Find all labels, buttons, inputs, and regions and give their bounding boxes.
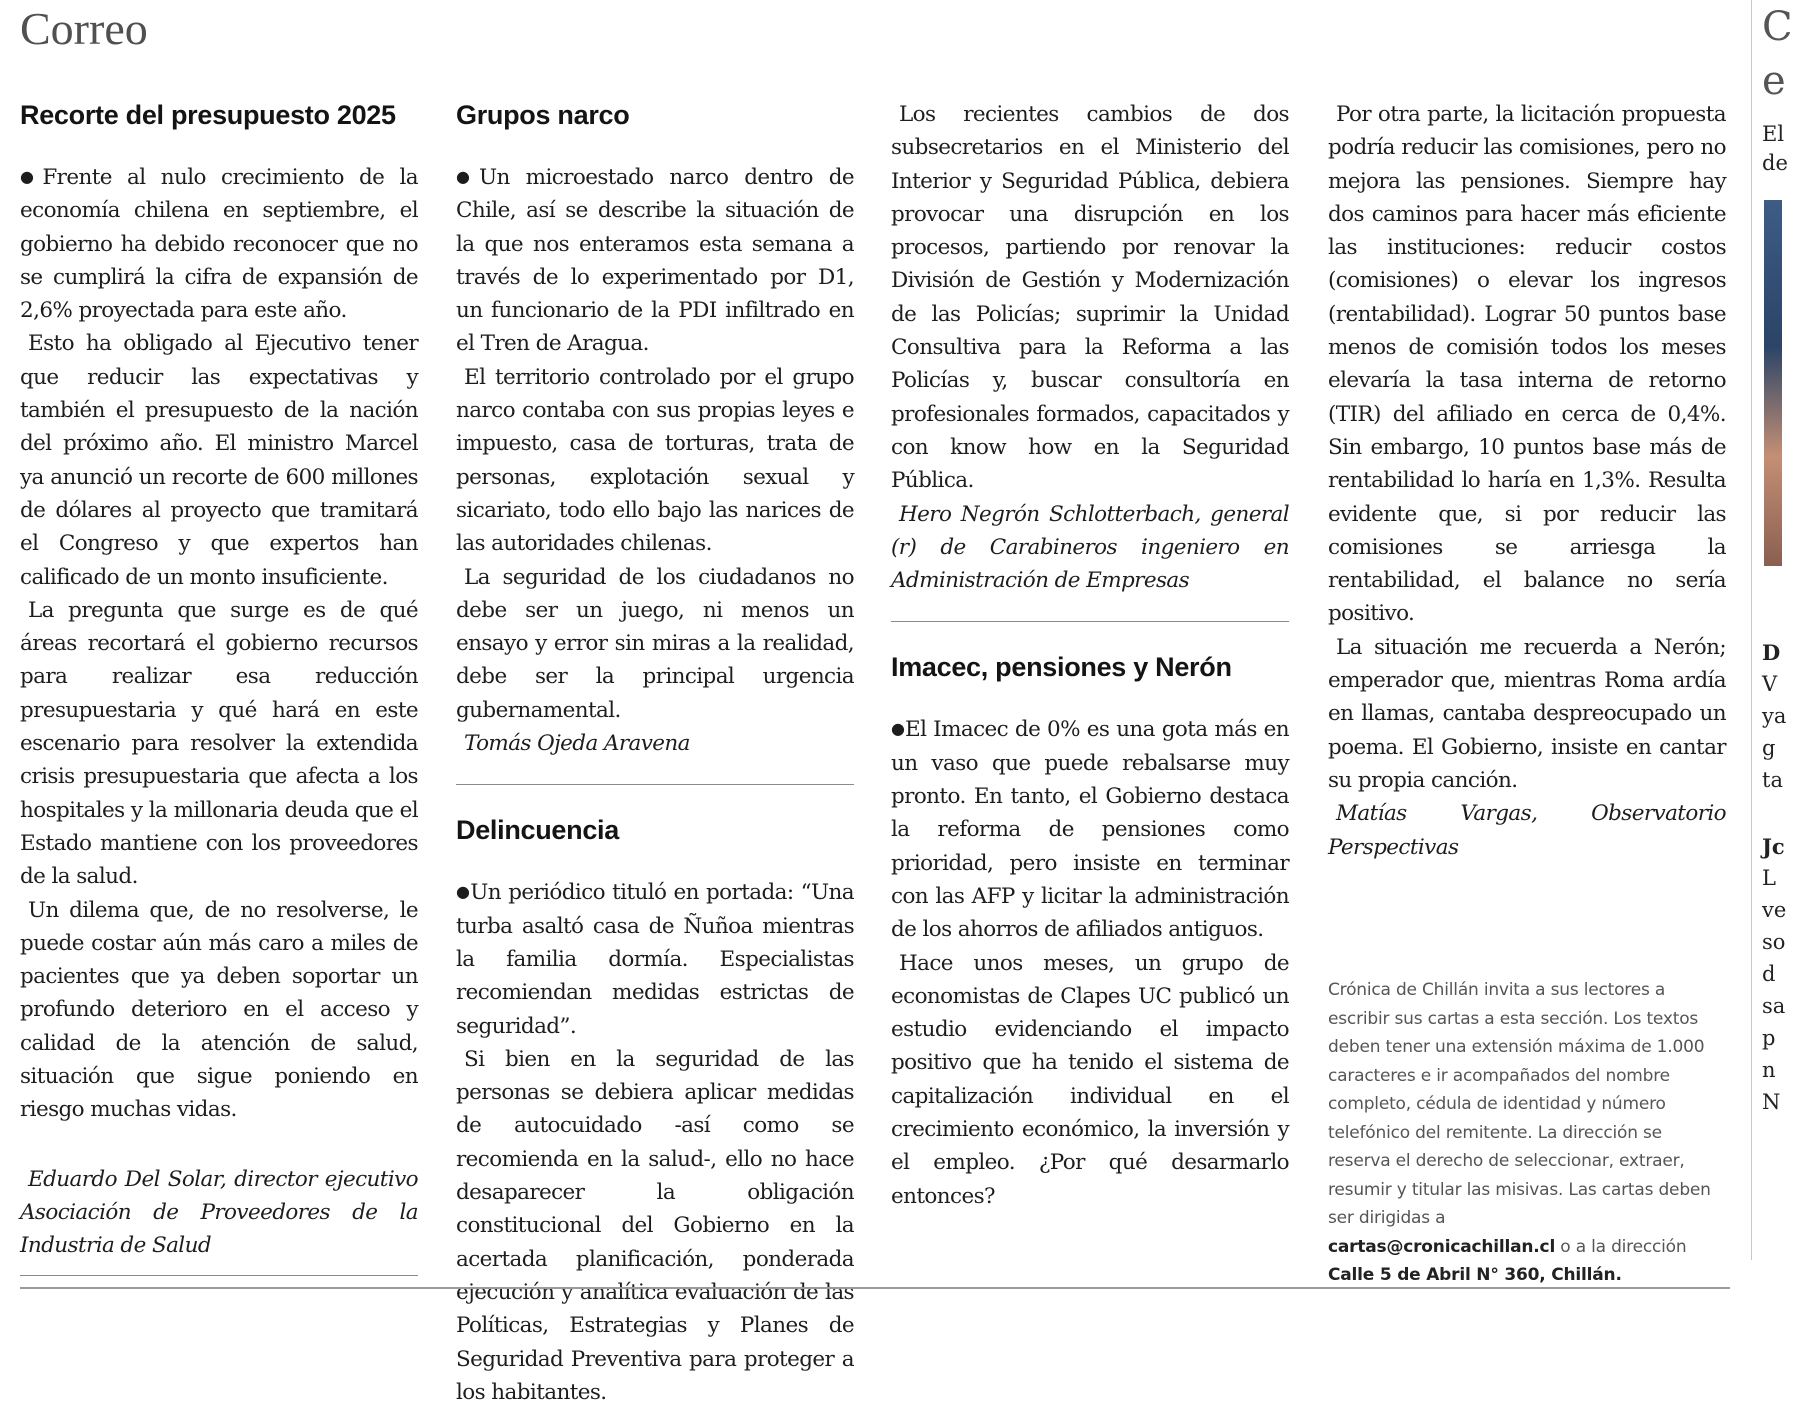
editor-note <box>1328 976 1728 1290</box>
edge-fragment: e <box>1762 58 1786 104</box>
letter-paragraph-continued: Los recientes cambios de dos subsecretarios en el Ministerio del Interior y Seguridad Pública, debiera provocar una disrupción en los procesos, partiendo por renovar la División de Gestión y Modernización de las Policías; suprimir la Unidad Consultiva para la Reforma a las Policías y, buscar consultoría en profesionales formados, capacitados y con know how en la Seguridad Pública. <box>891 102 1289 494</box>
edge-fragment: ve <box>1762 898 1787 922</box>
editor-note-connector: o a la dirección <box>1560 1236 1687 1257</box>
letter-paragraph: ●Un microestado narco dentro de Chile, así se describe la situación de la que nos enteramos esta semana a través de lo experimentado por D1, un funcionario de la PDI infiltrado en el Tren de Aragua. <box>456 165 854 357</box>
editor-note-address: Calle 5 de Abril N° 360, Chillán. <box>1328 1265 1622 1285</box>
letter-paragraph: Hace unos meses, un grupo de economistas de Clapes UC publicó un estudio evidenciando el impacto positivo que ha tenido el sistema de capitalización individual en el crecimiento económico, la inversión y el empleo. ¿Por qué desarmarlo entonces? <box>891 950 1289 1209</box>
letter-imacec <box>891 650 1289 1212</box>
column-3 <box>891 98 1289 1213</box>
edge-fragment: N <box>1762 1090 1781 1114</box>
letter-presupuesto <box>20 98 418 1263</box>
edge-fragment: sa <box>1762 994 1786 1018</box>
edge-fragment: so <box>1762 930 1786 954</box>
bottom-divider <box>20 1287 1730 1289</box>
column-divider <box>20 1275 418 1276</box>
letter-signature: Hero Negrón Schlotterbach, general (r) de Carabineros ingeniero en Administración de Empresas <box>891 501 1289 594</box>
editor-note-text: Crónica de Chillán invita a sus lectores a escribir sus cartas a esta sección. Los textos deben tener una extensión máxima de 1.000 caracteres e ir acompañados del nombre completo, cédula de identidad y número telefónico del remitente. La dirección se reserva el derecho de seleccionar, extraer, resumir y titular las misivas. Las cartas deben ser dirigidas a <box>1328 980 1711 1228</box>
letter-grupos-narco <box>456 98 854 760</box>
letter-paragraph: La situación me recuerda a Nerón; emperador que, mientras Roma ardía en llamas, cantaba despreocupado un poema. El Gobierno, insiste en cantar su propia canción. <box>1328 634 1726 793</box>
letter-title: Grupos narco <box>456 100 630 130</box>
editor-note-email[interactable]: cartas@cronicachillan.cl <box>1328 1236 1556 1257</box>
edge-fragment: g <box>1762 736 1776 760</box>
edge-fragment: d <box>1762 962 1776 986</box>
letter-paragraph: ●Un periódico tituló en portada: “Una turba asaltó casa de Ñuñoa mientras la familia dormía. Especialistas recomiendan medidas estrictas de seguridad”. <box>456 880 854 1039</box>
letter-paragraph: El territorio controlado por el grupo narco contaba con sus propias leyes e impuesto, casa de torturas, trata de personas, explotación sexual y sicariato, todo ello bajo las narices de las autoridades chilenas. <box>456 364 854 557</box>
letter-title: Recorte del presupuesto 2025 <box>20 100 396 130</box>
letter-signature: Tomás Ojeda Aravena <box>464 731 690 757</box>
letter-title: Imacec, pensiones y Nerón <box>891 652 1232 683</box>
letter-paragraph: ●Frente al nulo crecimiento de la economía chilena en septiembre, el gobierno ha debido reconocer que no se cumplirá la cifra de expansión de 2,6% proyectada para este año. <box>20 165 418 324</box>
bullet-icon: ● <box>20 167 43 186</box>
edge-fragment: V <box>1762 672 1778 696</box>
letter-paragraph: Esto ha obligado al Ejecutivo tener que reducir las expectativas y también el presupuesto de la nación del próximo año. El ministro Marcel ya anunció un recorte de 600 millones de dólares al proyecto que tramitará el Congreso y que expertos han calificado de un monto insuficiente. <box>20 331 418 590</box>
edge-fragment: n <box>1762 1058 1776 1082</box>
letter-paragraph: La pregunta que surge es de qué áreas recortará el gobierno recursos para realizar esa reducción presupuestaria y qué hará en este escenario para resolver la extendida crisis presupuestaria que afecta a los hospitales y la millonaria deuda que el Estado mantiene con los proveedores de la salud. <box>20 597 418 890</box>
edge-fragment: de <box>1762 151 1788 175</box>
letter-signature: Eduardo Del Solar, director ejecutivo Asociación de Proveedores de la Industria de Salud <box>20 1166 418 1259</box>
page-edge-divider <box>1751 0 1752 1260</box>
letter-title: Delincuencia <box>456 815 619 846</box>
letter-divider <box>891 621 1289 622</box>
letter-divider <box>456 784 854 785</box>
letter-delincuencia <box>456 813 854 1409</box>
bullet-icon: ● <box>456 167 480 186</box>
adjacent-photo <box>1764 200 1782 566</box>
letter-paragraph: Un dilema que, de no resolverse, le puede costar aún más caro a miles de pacientes que ya deben soportar un profundo deterioro en el acceso y calidad de la atención de salud, situación que sigue poniendo en riesgo muchas vidas. <box>20 897 418 1123</box>
edge-fragment: C <box>1762 4 1793 50</box>
letter-paragraph-continued: Por otra parte, la licitación propuesta podría reducir las comisiones, pero no mejora las pensiones. Siempre hay dos caminos para hacer más eficiente las instituciones: reducir costos (comisiones) o elevar los ingresos (rentabilidad). Lograr 50 puntos base menos de comisión todos los meses elevaría la tasa interna de retorno (TIR) del afiliado en cerca de 0,4%. Sin embargo, 10 puntos base más de rentabilidad lo haría en 1,3%. Resulta evidente que, si por reducir las comisiones se arriesga la rentabilidad, el balance no sería positivo. <box>1328 102 1726 627</box>
column-1 <box>20 98 418 1304</box>
letter-paragraph: La seguridad de los ciudadanos no debe ser un juego, ni menos un ensayo y error sin miras a la realidad, debe ser la principal urgencia gubernamental. <box>456 564 854 723</box>
letter-paragraph: ●El Imacec de 0% es una gota más en un vaso que puede rebalsarse muy pronto. En tanto, el Gobierno destaca la reforma de pensiones como prioridad, pero insiste en terminar con las AFP y licitar la administración de los ahorros de afiliados antiguos. <box>891 717 1289 943</box>
edge-fragment: Jc <box>1762 834 1785 859</box>
edge-fragment: ta <box>1762 768 1783 792</box>
section-title: Correo <box>20 3 148 54</box>
bullet-icon: ● <box>456 882 471 902</box>
edge-fragment: L <box>1762 866 1776 890</box>
edge-fragment: El <box>1762 122 1785 146</box>
letter-paragraph: Si bien en la seguridad de las personas se debiera aplicar medidas de autocuidado -así como se recomienda en la salud-, ello no hace desaparecer la obligación constitucional del Gobierno en la acertada planificación, ponderada ejecución y analítica evaluación de las Políticas, Estrategias y Planes de Seguridad Preventiva para proteger a los habitantes. <box>456 1046 854 1405</box>
letter-signature: Matías Vargas, Observatorio Perspectivas <box>1328 801 1726 860</box>
bullet-icon: ● <box>891 719 905 739</box>
column-4 <box>1328 98 1726 864</box>
edge-fragment: D <box>1762 640 1781 665</box>
column-2 <box>456 98 854 1409</box>
edge-fragment: p <box>1762 1026 1776 1050</box>
edge-fragment: ya <box>1762 704 1787 728</box>
